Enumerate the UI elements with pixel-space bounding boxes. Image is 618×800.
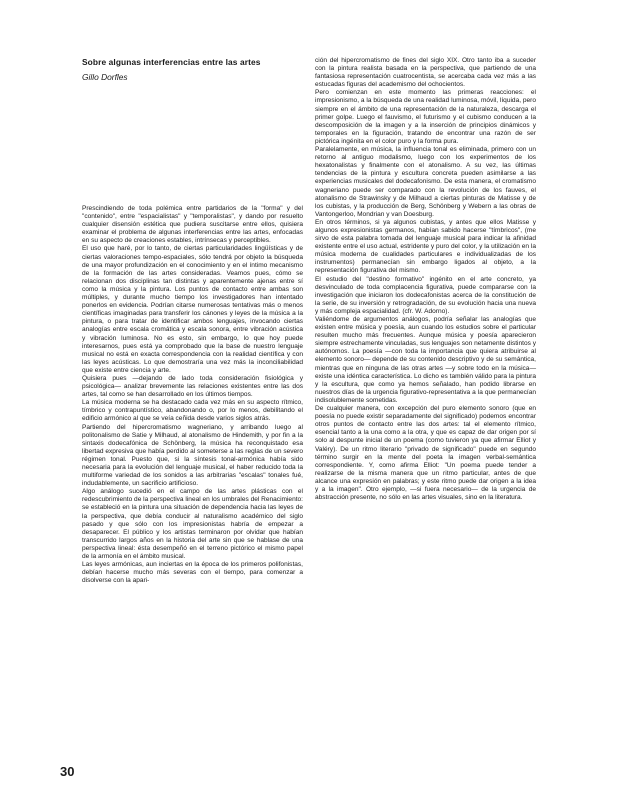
paragraph: Prescindiendo de toda polémica entre partidarios de la "forma" y del "contenido", entre "espacialistas" y "temporalistas", y dando por resuelto cualquier disensión estética que pudiera suscitarse entre ellos, quisiera examinar el problema de algunas interferencias entre las artes, enfocadas en su aspecto de creaciones estables, intrínsecas y perceptibles. — [82, 205, 303, 245]
paragraph: Partiendo del hipercromatismo wagneriano, y arribando luego al politonalismo de Satie y Milhaud, al atonalismo de Hindemith, y por fin a la sintaxis dodecafónica de Schönberg, la música ha reconquistado esa libertad expresiva que había perdido al someterse a las reglas de un severo régimen tonal. Puesto que, si la síntesis tonal-armónica había sido necesaria para la evolución del lenguaje musical, el haber reducido toda la multiforme variedad de los sonidos a las arbitrarias "escalas" tonales fué, indudablemente, un sacrificio artificioso. — [82, 423, 303, 488]
page-number: 30 — [60, 764, 75, 779]
paragraph: Paralelamente, en música, la influencia tonal es eliminada, primero con un retorno al antiguo modalismo, luego con los experimentos de los hexatonalistas y finalmente con el atonalismo. A su vez, las últimas tendencias de la pintura y escultura concreta pueden asimilarse a las experiencias musicales del dodecafonismo. De esta manera, el cromatismo wagneriano puede ser comparado con la revolución de los fauves, el atonalismo de Strawinsky y de Milhaud a ciertas pinturas de Matisse y de los cubistas, y la producción de Berg, Schönberg y Webern a las obras de Vantongerloo, Mondrian y van Doesburg. — [315, 146, 536, 218]
paragraph: De cualquier manera, con excepción del puro elemento sonoro (que en poesía no puede existir separadamente del significado) podemos encontrar otros puntos de contacto entre las dos artes: tal el elemento rítmico, esencial tanto a la una como a la otra, y que es capaz de dar origen por sí solo al despunte inicial de un poema (como tuvieron ya que afirmar Elliot y Valéry). De un ritmo literario "privado de significado" puede en segundo término surgir en la mente del poeta la imagen verbal-semántica correspondiente. Y, como afirma Elliot: "Un poema puede tender a realizarse de la misma manera que un ritmo particular, antes de que alcance una expresión en palabras; y este ritmo puede dar origen a la idea y a la imagen". Otro ejemplo, —si fuera necesario— de la urgencia de abstracción presente, no sólo en las artes visuales, sino en la literatura. — [315, 405, 536, 502]
left-column — [82, 205, 303, 585]
paragraph: Algo análogo sucedió en el campo de las artes plásticas con el redescubrimiento de la perspectiva lineal en los umbrales del Renacimiento: se estableció en la pintura una situación de dependencia hacia las leyes de la perspectiva, que debía conducir al naturalismo académico del siglo pasado y que sólo con los impresionistas habría de empezar a desaparecer. El público y los artistas terminaron por olvidar que habían transcurrido largos años en la historia del arte sin que se hablase de una perspectiva lineal: ésta desempeñó en el terreno pictórico el mismo papel de la armonía en el ámbito musical. — [82, 488, 303, 561]
paragraph: El estudio del "destino formativo" ingénito en el arte concreto, ya desvinculado de toda complacencia figurativa, puede compararse con la investigación que iniciaron los dodecafonistas acerca de la constitución de la serie, de su inversión y retrogradación, de su evolución hacia una nueva y más compleja espacialidad. (cfr. W. Adorno). — [315, 275, 536, 315]
paragraph: Las leyes armónicas, aun inciertas en la época de los primeros polifonistas, debían hacerse mucho más severas con el tiempo, para comenzar a disolverse con la apari- — [82, 561, 303, 585]
article-title: Sobre algunas interferencias entre las artes — [82, 57, 261, 67]
paragraph: ción del hipercromatismo de fines del siglo XIX. Otro tanto iba a suceder con la pintura realista basada en la perspectiva, que partiendo de una fantasiosa representación cuatrocentista, se acercaba cada vez más a las estucadas figuras del academismo del ochocientos. — [315, 57, 536, 89]
paragraph: Pero comienzan en este momento las primeras reacciones: el impresionismo, a la búsqueda de una realidad luminosa, móvil, líquida, pero siempre en el ámbito de una representación de la naturaleza, descarga el primer golpe. Luego el fauvismo, el futurismo y el cubismo conducen a la descomposición de la imagen y a la inserción de principios dinámicos y temporales en la figuración, tratando de encontrar una razón de ser pictórica ingénita en el color puro y la forma pura. — [315, 89, 536, 145]
paragraph: Valiéndome de argumentos análogos, podría señalar las analogías que existen entre música y poesía, aun cuando los estudios sobre el particular resulten mucho más frecuentes. Aunque música y poesía aparecieron siempre estrechamente vinculadas, sus lenguajes son netamente distintos y autónomos. La poesía —con toda la importancia que quiera atribuirse al elemento sonoro— depende de su contenido descriptivo y de su semántica, mientras que en ninguna de las otras artes —y sobre todo en la música— existe una idéntica característica. Lo dicho es también válido para la pintura y la escultura, que como ya hemos señalado, han podido librarse en nuestros días de la urgencia figurativo-representativa a la que permanecían indisolublemente sometidas. — [315, 316, 536, 404]
paragraph: El uso que haré, por lo tanto, de ciertas particularidades lingüísticas y de ciertas valoraciones tempo-espaciales, sólo tendrá por objeto la búsqueda de una mayor profundización en el conocimiento y en el íntimo mecanismo de la formación de las artes consideradas. Veamos pues, cómo se relacionan dos disciplinas tan distintas y aparentemente ajenas entre sí como la música y la pintura. Los puntos de contacto entre ambas son múltiples, y durante mucho tiempo los investigadores han intentado ponerlos en evidencia. Podrían citarse numerosas tentativas más o menos científicas imaginadas para transferir los cánones y leyes de la música a la pintura, o para tratar de identificar ambos lenguajes, invocando ciertas analogías entre escala cromática y escala sonora, entre vibración acústica y vibración luminosa. No es esto, sin embargo, lo que hoy puede interesarnos, pues está ya comprobado que la base de nuestro lenguaje musical no está en exacta correspondencia con la realidad científica y con las leyes acústicas. Lo que demostraría una vez más la inconciliabilidad que existe entre ciencia y arte. — [82, 245, 303, 374]
article-author: Gillo Dorfles — [82, 72, 128, 82]
paragraph: Quisiera pues —dejando de lado toda consideración fisiológica y psicológica— analizar brevemente las relaciones existentes entre las dos artes, tal como se han desarrollado en los últimos tiempos. — [82, 374, 303, 399]
paragraph: La música moderna se ha destacado cada vez más en su aspecto rítmico, tímbrico y contrapuntístico, abandonando o, por lo menos, debilitando el edificio armónico al que se veía ceñida desde varios siglos atrás. — [82, 399, 303, 423]
right-column — [315, 57, 536, 502]
paragraph: En otros términos, si ya algunos cubistas, y antes que ellos Matisse y algunos expresionistas germanos, habían sabido hacerse "tímbricos", (me sirvo de esta palabra tomada del lenguaje musical para indicar la afinidad existente entre el uso actual, estridente y puro del color, y la utilización en la música moderna de cualidades particulares e individualizadas de los instrumentos) permanecían sin embargo ligados al objeto, a la representación figurativa del mismo. — [315, 218, 536, 275]
